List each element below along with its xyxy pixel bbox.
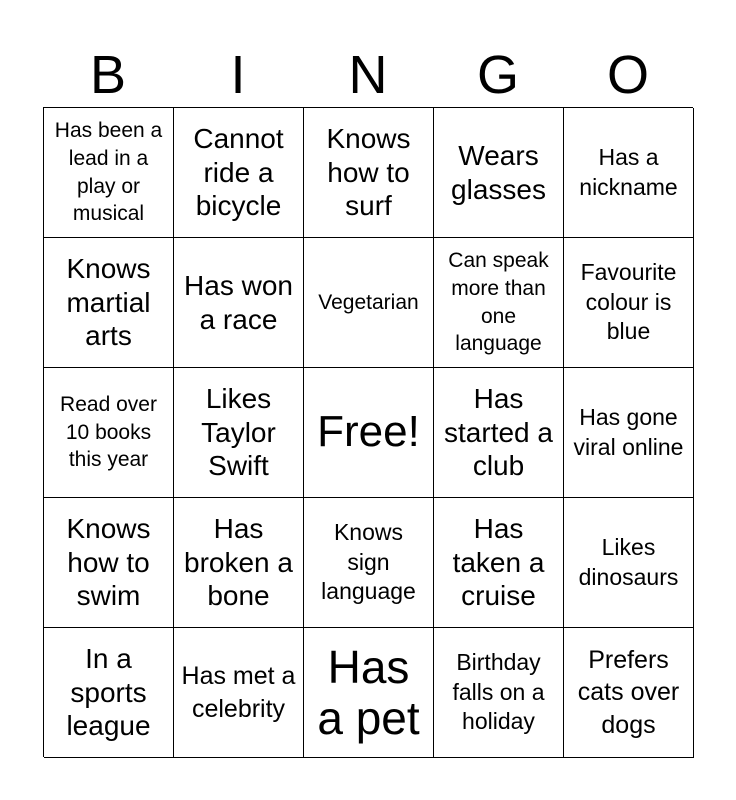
cell-text: In a sports league <box>66 643 151 742</box>
cell-text: Has a pet <box>317 640 420 744</box>
bingo-cell[interactable] <box>564 368 694 498</box>
cell-text: Knows how to surf <box>326 123 411 222</box>
header-letter-g: G <box>476 45 519 105</box>
cell-text: Cannot ride a bicycle <box>193 123 284 222</box>
bingo-cell[interactable] <box>434 238 564 368</box>
bingo-cell[interactable] <box>434 498 564 628</box>
bingo-cell[interactable] <box>434 628 564 758</box>
cell-text: Has gone viral online <box>573 404 684 460</box>
bingo-cell[interactable] <box>564 628 694 758</box>
cell-text: Has started a club <box>444 383 553 482</box>
cell-text: Has been a lead in a play or musical <box>54 118 163 226</box>
bingo-cell[interactable] <box>44 238 174 368</box>
header-letter-i: I <box>230 45 246 105</box>
header-letter-b: B <box>89 45 127 105</box>
bingo-cell[interactable] <box>174 238 304 368</box>
cell-text: Read over 10 books this year <box>60 392 157 472</box>
bingo-board <box>43 107 693 757</box>
bingo-cell[interactable] <box>174 628 304 758</box>
header-letter-n: N <box>348 45 388 105</box>
cell-text: Has won a race <box>184 269 293 335</box>
cell-text: Can speak more than one language <box>448 248 549 356</box>
bingo-cell[interactable] <box>174 108 304 238</box>
bingo-cell[interactable] <box>304 238 434 368</box>
cell-text: Likes dinosaurs <box>578 534 679 590</box>
bingo-cell[interactable] <box>564 498 694 628</box>
bingo-cell[interactable] <box>174 498 304 628</box>
bingo-cell[interactable] <box>304 498 434 628</box>
cell-text: Vegetarian <box>318 290 419 314</box>
bingo-cell[interactable] <box>564 108 694 238</box>
bingo-cell[interactable] <box>434 108 564 238</box>
bingo-cell[interactable] <box>44 368 174 498</box>
bingo-cell[interactable] <box>304 108 434 238</box>
cell-text: Wears glasses <box>451 139 546 205</box>
cell-text: Birthday falls on a holiday <box>452 649 545 735</box>
bingo-header <box>43 44 693 106</box>
free-space-label: Free! <box>317 407 420 457</box>
cell-text: Has a nickname <box>579 144 678 200</box>
bingo-cell[interactable] <box>44 628 174 758</box>
cell-text: Knows how to swim <box>66 513 151 612</box>
bingo-cell[interactable] <box>44 498 174 628</box>
cell-text: Has broken a bone <box>184 513 293 612</box>
bingo-free-cell[interactable] <box>304 368 434 498</box>
cell-text: Has taken a cruise <box>452 513 545 612</box>
cell-text: Has met a celebrity <box>181 662 296 723</box>
cell-text: Favourite colour is blue <box>580 259 677 345</box>
bingo-cell[interactable] <box>564 238 694 368</box>
bingo-cell[interactable] <box>44 108 174 238</box>
cell-text: Knows martial arts <box>66 253 151 352</box>
bingo-cell[interactable] <box>174 368 304 498</box>
cell-text: Knows sign language <box>321 519 416 605</box>
bingo-cell[interactable] <box>434 368 564 498</box>
header-letter-o: O <box>606 45 649 105</box>
cell-text: Prefers cats over dogs <box>577 645 680 739</box>
bingo-cell[interactable] <box>304 628 434 758</box>
cell-text: Likes Taylor Swift <box>201 383 276 482</box>
